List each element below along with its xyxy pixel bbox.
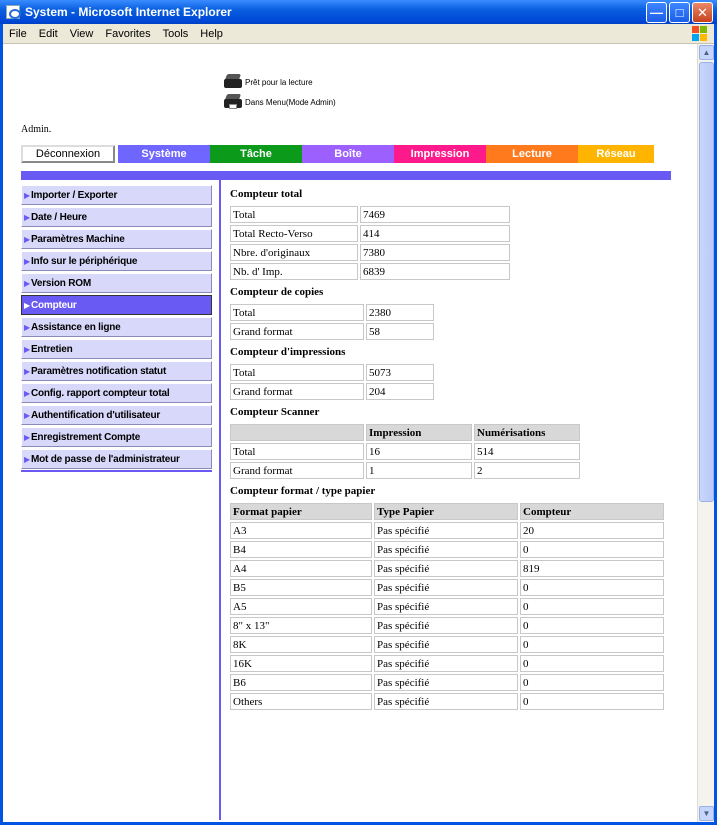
table-row <box>230 674 664 691</box>
table-cell: 2 <box>474 462 580 479</box>
column-header <box>230 424 364 441</box>
sidebar-item-label: Compteur <box>30 299 77 311</box>
table-header-row <box>230 503 664 520</box>
sidebar-item-label: Mot de passe de l'administrateur <box>30 453 180 465</box>
table-cell: Pas spécifié <box>374 579 518 596</box>
menu-help[interactable]: Help <box>200 27 223 40</box>
triangle-right-icon: ▶ <box>24 388 30 398</box>
table-cell: Total <box>230 304 364 321</box>
scroll-up-icon[interactable]: ▲ <box>699 45 714 60</box>
sidebar-item-label: Paramètres Machine <box>30 233 125 245</box>
menu-favorites[interactable]: Favorites <box>105 27 151 40</box>
column-header: Type Papier <box>374 503 518 520</box>
table-row <box>230 636 664 653</box>
menu-edit[interactable]: Edit <box>38 27 58 40</box>
sidebar-item[interactable] <box>21 427 212 447</box>
table-cell: A4 <box>230 560 372 577</box>
table-cell: Total <box>230 206 358 223</box>
main-tabs <box>21 145 654 163</box>
table-cell: 8K <box>230 636 372 653</box>
table-cell: 0 <box>520 541 664 558</box>
triangle-right-icon: ▶ <box>24 212 30 222</box>
column-header: Compteur <box>520 503 664 520</box>
page-content <box>3 44 697 822</box>
vertical-scrollbar[interactable] <box>697 44 714 822</box>
column-header: Format papier <box>230 503 372 520</box>
sidebar-item-label: Info sur le périphérique <box>30 255 138 267</box>
sidebar-item[interactable] <box>21 361 212 381</box>
table-cell: 414 <box>360 225 510 242</box>
table-cell: Pas spécifié <box>374 655 518 672</box>
sidebar-item[interactable] <box>21 449 212 469</box>
sidebar-item-label: Assistance en ligne <box>30 321 121 333</box>
maximize-button[interactable]: □ <box>669 2 690 23</box>
table-cell: Total <box>230 364 364 381</box>
triangle-right-icon: ▶ <box>24 256 30 266</box>
table-cell: Nb. d' Imp. <box>230 263 358 280</box>
table-row <box>230 225 510 242</box>
table-cell: 0 <box>520 693 664 710</box>
triangle-right-icon: ▶ <box>24 432 30 442</box>
column-header: Impression <box>366 424 472 441</box>
sidebar-item[interactable] <box>21 405 212 425</box>
table-row <box>230 383 434 400</box>
table-cell: Pas spécifié <box>374 522 518 539</box>
triangle-right-icon: ▶ <box>24 366 30 376</box>
sidebar-item[interactable] <box>21 207 212 227</box>
section-title-total: Compteur total <box>230 188 303 200</box>
table-row <box>230 263 510 280</box>
table-row <box>230 522 664 539</box>
table-cell: Pas spécifié <box>374 636 518 653</box>
table-cell: 2380 <box>366 304 434 321</box>
scroll-down-icon[interactable]: ▼ <box>699 806 714 821</box>
table-cell: Total Recto-Verso <box>230 225 358 242</box>
sidebar-item-label: Version ROM <box>30 277 91 289</box>
status-mode-text: Dans Menu(Mode Admin) <box>245 97 336 107</box>
tab-tache[interactable]: Tâche <box>210 145 302 163</box>
sidebar-item[interactable] <box>21 295 212 315</box>
tab-systeme[interactable]: Système <box>118 145 210 163</box>
sidebar-item[interactable] <box>21 229 212 249</box>
printer-icon <box>223 74 243 90</box>
column-header: Numérisations <box>474 424 580 441</box>
table-cell: 8" x 13" <box>230 617 372 634</box>
tab-boite[interactable]: Boîte <box>302 145 394 163</box>
table-row <box>230 244 510 261</box>
logout-button[interactable]: Déconnexion <box>21 145 115 163</box>
counter-table-paper <box>228 501 666 712</box>
triangle-right-icon: ▶ <box>24 300 30 310</box>
table-cell: 514 <box>474 443 580 460</box>
counter-table-scanner <box>228 422 582 481</box>
table-cell: Grand format <box>230 323 364 340</box>
printer-menu-icon <box>223 94 243 110</box>
sidebar-item-label: Config. rapport compteur total <box>30 387 170 399</box>
menu-view[interactable]: View <box>69 27 94 40</box>
table-cell: 819 <box>520 560 664 577</box>
windows-logo-icon <box>692 26 708 42</box>
sidebar-item[interactable] <box>21 273 212 293</box>
user-label: Admin. <box>21 124 52 135</box>
table-cell: 20 <box>520 522 664 539</box>
ie-page-icon <box>6 5 20 19</box>
table-row <box>230 304 434 321</box>
table-cell: 1 <box>366 462 472 479</box>
section-divider <box>21 171 671 180</box>
table-cell: 204 <box>366 383 434 400</box>
sidebar-item-label: Enregistrement Compte <box>30 431 141 443</box>
sidebar-item-label: Entretien <box>30 343 73 355</box>
scroll-thumb[interactable] <box>699 62 714 502</box>
triangle-right-icon: ▶ <box>24 278 30 288</box>
menu-tools[interactable]: Tools <box>162 27 189 40</box>
triangle-right-icon: ▶ <box>24 454 30 464</box>
table-cell: Pas spécifié <box>374 693 518 710</box>
table-cell: Grand format <box>230 462 364 479</box>
table-cell: Pas spécifié <box>374 560 518 577</box>
table-cell: Pas spécifié <box>374 598 518 615</box>
table-row <box>230 541 664 558</box>
table-cell: 0 <box>520 579 664 596</box>
table-cell: Total <box>230 443 364 460</box>
table-cell: A3 <box>230 522 372 539</box>
table-cell: Pas spécifié <box>374 541 518 558</box>
table-cell: 16 <box>366 443 472 460</box>
table-row <box>230 443 580 460</box>
table-cell: 58 <box>366 323 434 340</box>
table-row <box>230 560 664 577</box>
table-cell: Pas spécifié <box>374 617 518 634</box>
sidebar-item[interactable] <box>21 317 212 337</box>
table-row <box>230 206 510 223</box>
sidebar-item-label: Paramètres notification statut <box>30 365 167 377</box>
sidebar-item[interactable] <box>21 251 212 271</box>
counter-table-total <box>228 204 512 282</box>
table-cell: Pas spécifié <box>374 674 518 691</box>
counter-panel <box>230 185 666 713</box>
table-cell: Others <box>230 693 372 710</box>
window-title: System - Microsoft Internet Explorer <box>25 5 232 19</box>
table-cell: B6 <box>230 674 372 691</box>
table-cell: 0 <box>520 674 664 691</box>
table-cell: 7469 <box>360 206 510 223</box>
table-cell: 0 <box>520 617 664 634</box>
title-bar <box>0 0 717 24</box>
sidebar-item[interactable] <box>21 383 212 403</box>
menu-file[interactable]: File <box>9 27 27 40</box>
table-row <box>230 598 664 615</box>
table-row <box>230 462 580 479</box>
table-cell: B5 <box>230 579 372 596</box>
table-cell: 0 <box>520 655 664 672</box>
minimize-button[interactable]: — <box>646 2 667 23</box>
table-row <box>230 693 664 710</box>
table-row <box>230 617 664 634</box>
triangle-right-icon: ▶ <box>24 344 30 354</box>
table-row <box>230 323 434 340</box>
menu-bar <box>3 24 714 44</box>
status-ready-text: Prêt pour la lecture <box>245 77 313 87</box>
table-row <box>230 655 664 672</box>
table-header-row <box>230 424 580 441</box>
table-cell: 7380 <box>360 244 510 261</box>
sidebar-item-label: Date / Heure <box>30 211 87 223</box>
table-cell: 0 <box>520 598 664 615</box>
sidebar-separator <box>219 180 221 820</box>
sidebar-item-label: Authentification d'utilisateur <box>30 409 161 421</box>
table-cell: 5073 <box>366 364 434 381</box>
tab-lecture[interactable]: Lecture <box>486 145 578 163</box>
close-button[interactable]: ✕ <box>692 2 713 23</box>
table-cell: Grand format <box>230 383 364 400</box>
window-controls <box>646 2 713 23</box>
sidebar-menu <box>21 185 212 472</box>
sidebar-bottom-line <box>21 470 212 472</box>
sidebar-item[interactable] <box>21 339 212 359</box>
table-cell: 6839 <box>360 263 510 280</box>
table-row <box>230 579 664 596</box>
section-title-impressions: Compteur d'impressions <box>230 346 346 358</box>
tab-impression[interactable]: Impression <box>394 145 486 163</box>
counter-table-impressions <box>228 362 436 402</box>
tab-reseau[interactable]: Réseau <box>578 145 654 163</box>
sidebar-item[interactable] <box>21 185 212 205</box>
device-status <box>223 72 336 112</box>
triangle-right-icon: ▶ <box>24 410 30 420</box>
table-cell: 0 <box>520 636 664 653</box>
sidebar-item-label: Importer / Exporter <box>30 189 118 201</box>
table-row <box>230 364 434 381</box>
table-cell: A5 <box>230 598 372 615</box>
section-title-scanner: Compteur Scanner <box>230 406 320 418</box>
counter-table-copies <box>228 302 436 342</box>
triangle-right-icon: ▶ <box>24 322 30 332</box>
table-cell: Nbre. d'originaux <box>230 244 358 261</box>
section-title-copies: Compteur de copies <box>230 286 324 298</box>
section-title-paper: Compteur format / type papier <box>230 485 376 497</box>
table-cell: 16K <box>230 655 372 672</box>
table-cell: B4 <box>230 541 372 558</box>
triangle-right-icon: ▶ <box>24 234 30 244</box>
triangle-right-icon: ▶ <box>24 190 30 200</box>
